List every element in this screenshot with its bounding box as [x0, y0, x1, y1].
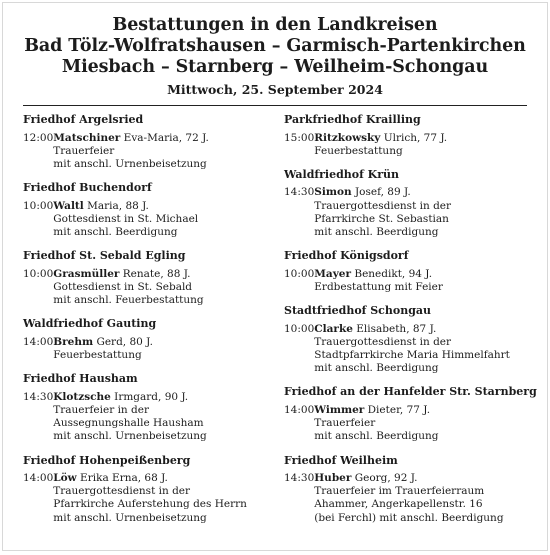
deceased-given-name-age: Josef, 89 J. [354, 186, 411, 199]
burial-entry [23, 391, 266, 444]
cemetery-name: Friedhof Hausham [23, 372, 138, 386]
deceased-given-name-age: Irmgard, 90 J. [114, 390, 189, 403]
burial-details [314, 132, 529, 158]
ceremony-line: mit anschl. Beerdigung [314, 226, 439, 239]
burial-entry [23, 132, 266, 172]
deceased-surname: Clarke [314, 322, 353, 335]
cemetery-name: Friedhof St. Sebald Egling [23, 249, 186, 263]
burial-entry [23, 472, 266, 525]
cemetery-columns [23, 113, 537, 535]
burial-entry [23, 200, 266, 240]
burial-details [314, 472, 529, 525]
deceased-surname: Waltl [53, 199, 84, 212]
deceased-surname: Matschiner [53, 131, 121, 144]
ceremony-line: Trauergottesdienst in der [314, 335, 452, 348]
deceased-line [53, 391, 266, 404]
notice-title-line-3: Miesbach – Starnberg – Weilheim-Schongau [61, 57, 489, 77]
burial-details [53, 268, 266, 308]
deceased-line [53, 336, 266, 349]
ceremony-line: Trauerfeier im Trauerfeierraum [314, 485, 485, 498]
deceased-given-name-age: Benedikt, 94 J. [354, 267, 433, 280]
ceremony-line: Ahammer, Angerkapellenstr. 16 [314, 498, 483, 511]
ceremony-line: mit anschl. Urnenbeisetzung [53, 430, 207, 443]
cemetery-block [284, 385, 537, 443]
burial-details [314, 186, 529, 239]
cemetery-block [23, 113, 266, 171]
notice-title-line-1: Bestattungen in den Landkreisen [112, 15, 438, 35]
ceremony-line: Feuerbestattung [314, 144, 403, 157]
deceased-given-name-age: Gerd, 80 J. [96, 335, 153, 348]
deceased-given-name-age: Renate, 88 J. [122, 267, 191, 280]
burial-entry [284, 323, 529, 376]
deceased-line [314, 186, 529, 199]
ceremony-line: mit anschl. Beerdigung [314, 430, 439, 443]
ceremony-line: Gottesdienst in St. Michael [53, 212, 199, 225]
deceased-line [314, 268, 529, 281]
notice-title-line-2: Bad Tölz-Wolfratshausen – Garmisch-Partenkirchen [24, 36, 526, 56]
deceased-line [314, 404, 529, 417]
ceremony-line: mit anschl. Urnenbeisetzung [53, 511, 207, 524]
burial-details [53, 132, 266, 172]
ceremony-line: mit anschl. Beerdigung [314, 362, 439, 375]
burial-details [53, 336, 266, 362]
ceremony-line: Trauergottesdienst in der [53, 485, 191, 498]
cemetery-name: Parkfriedhof Krailling [284, 113, 421, 126]
burial-time: 10:00 [284, 322, 315, 335]
cemetery-block [23, 181, 266, 239]
deceased-surname: Grasmüller [53, 267, 120, 280]
right-column [284, 113, 537, 535]
notice-date: Mittwoch, 25. September 2024 [167, 82, 383, 97]
ceremony-line: Stadtpfarrkirche Maria Himmelfahrt [314, 349, 510, 362]
ceremony-line: Trauergottesdienst in der [314, 199, 452, 212]
burial-details [314, 404, 529, 444]
notice-header [3, 3, 547, 98]
ceremony-line: mit anschl. Feuerbestattung [53, 294, 204, 307]
cemetery-name: Waldfriedhof Gauting [23, 317, 157, 331]
burial-time: 14:00 [23, 335, 54, 348]
deceased-surname: Löw [53, 472, 77, 485]
deceased-given-name-age: Dieter, 77 J. [367, 403, 431, 416]
cemetery-block [23, 317, 266, 362]
deceased-line [53, 132, 266, 145]
burial-entry [284, 132, 529, 158]
burial-entry [23, 268, 266, 308]
cemetery-block [284, 113, 529, 158]
burial-time: 14:30 [284, 472, 315, 485]
deceased-given-name-age: Maria, 88 J. [87, 199, 149, 212]
deceased-line [314, 132, 529, 145]
cemetery-block [23, 249, 266, 307]
burial-entry [284, 268, 529, 294]
deceased-given-name-age: Erika Erna, 68 J. [80, 472, 168, 485]
cemetery-block [284, 168, 529, 239]
ceremony-line: Aussegnungshalle Hausham [53, 417, 204, 430]
burial-time: 10:00 [23, 267, 54, 280]
deceased-surname: Wimmer [314, 403, 365, 416]
burial-time: 14:00 [284, 403, 315, 416]
cemetery-block [23, 454, 266, 525]
cemetery-name: Friedhof Königsdorf [284, 249, 409, 263]
ceremony-line: Erdbestattung mit Feier [314, 280, 443, 293]
deceased-surname: Huber [314, 472, 352, 485]
cemetery-name: Stadtfriedhof Schongau [284, 304, 432, 318]
deceased-line [314, 323, 529, 336]
burial-details [314, 323, 529, 376]
left-column [23, 113, 266, 535]
deceased-surname: Simon [314, 186, 352, 199]
cemetery-block [284, 249, 529, 294]
deceased-line [53, 268, 266, 281]
ceremony-line: (bei Ferchl) mit anschl. Beerdigung [314, 511, 504, 524]
burial-time: 10:00 [23, 199, 54, 212]
burial-details [53, 200, 266, 240]
cemetery-block [284, 454, 529, 525]
ceremony-line: Pfarrkirche Auferstehung des Herrn [53, 498, 247, 511]
deceased-surname: Brehm [53, 335, 94, 348]
ceremony-line: Trauerfeier [314, 417, 376, 430]
burial-time: 12:00 [23, 131, 54, 144]
ceremony-line: mit anschl. Urnenbeisetzung [53, 157, 207, 170]
cemetery-name: Friedhof an der Hanfelder Str. Starnberg [284, 385, 537, 399]
burial-details [314, 268, 529, 294]
cemetery-name: Friedhof Argelsried [23, 113, 144, 126]
burial-time: 14:30 [284, 186, 315, 199]
deceased-given-name-age: Ulrich, 77 J. [383, 131, 448, 144]
burial-entry [23, 336, 266, 362]
burial-time: 15:00 [284, 131, 315, 144]
ceremony-line: Trauerfeier [53, 144, 115, 157]
header-divider [23, 105, 527, 106]
ceremony-line: Gottesdienst in St. Sebald [53, 280, 193, 293]
deceased-surname: Mayer [314, 267, 352, 280]
burial-entry [284, 404, 529, 444]
cemetery-block [284, 304, 529, 375]
deceased-surname: Ritzkowsky [314, 131, 381, 144]
deceased-line [53, 472, 266, 485]
ceremony-line: mit anschl. Beerdigung [53, 226, 178, 239]
deceased-given-name-age: Eva-Maria, 72 J. [123, 131, 209, 144]
burial-details [53, 472, 266, 525]
burial-time: 10:00 [284, 267, 315, 280]
ceremony-line: Trauerfeier in der [53, 403, 149, 416]
deceased-line [53, 200, 266, 213]
deceased-line [314, 472, 529, 485]
deceased-given-name-age: Elisabeth, 87 J. [356, 322, 437, 335]
ceremony-line: Pfarrkirche St. Sebastian [314, 212, 449, 225]
ceremony-line: Feuerbestattung [53, 349, 142, 362]
cemetery-name: Waldfriedhof Krün [284, 167, 400, 181]
obituary-notice [2, 2, 548, 551]
cemetery-name: Friedhof Buchendorf [23, 181, 152, 195]
burial-entry [284, 472, 529, 525]
burial-time: 14:00 [23, 472, 54, 485]
deceased-given-name-age: Georg, 92 J. [354, 472, 418, 485]
cemetery-name: Friedhof Hohenpeißenberg [23, 453, 191, 467]
cemetery-block [23, 372, 266, 443]
burial-entry [284, 186, 529, 239]
deceased-surname: Klotzsche [53, 390, 111, 403]
burial-details [53, 391, 266, 444]
cemetery-name: Friedhof Weilheim [284, 453, 398, 467]
burial-time: 14:30 [23, 390, 54, 403]
